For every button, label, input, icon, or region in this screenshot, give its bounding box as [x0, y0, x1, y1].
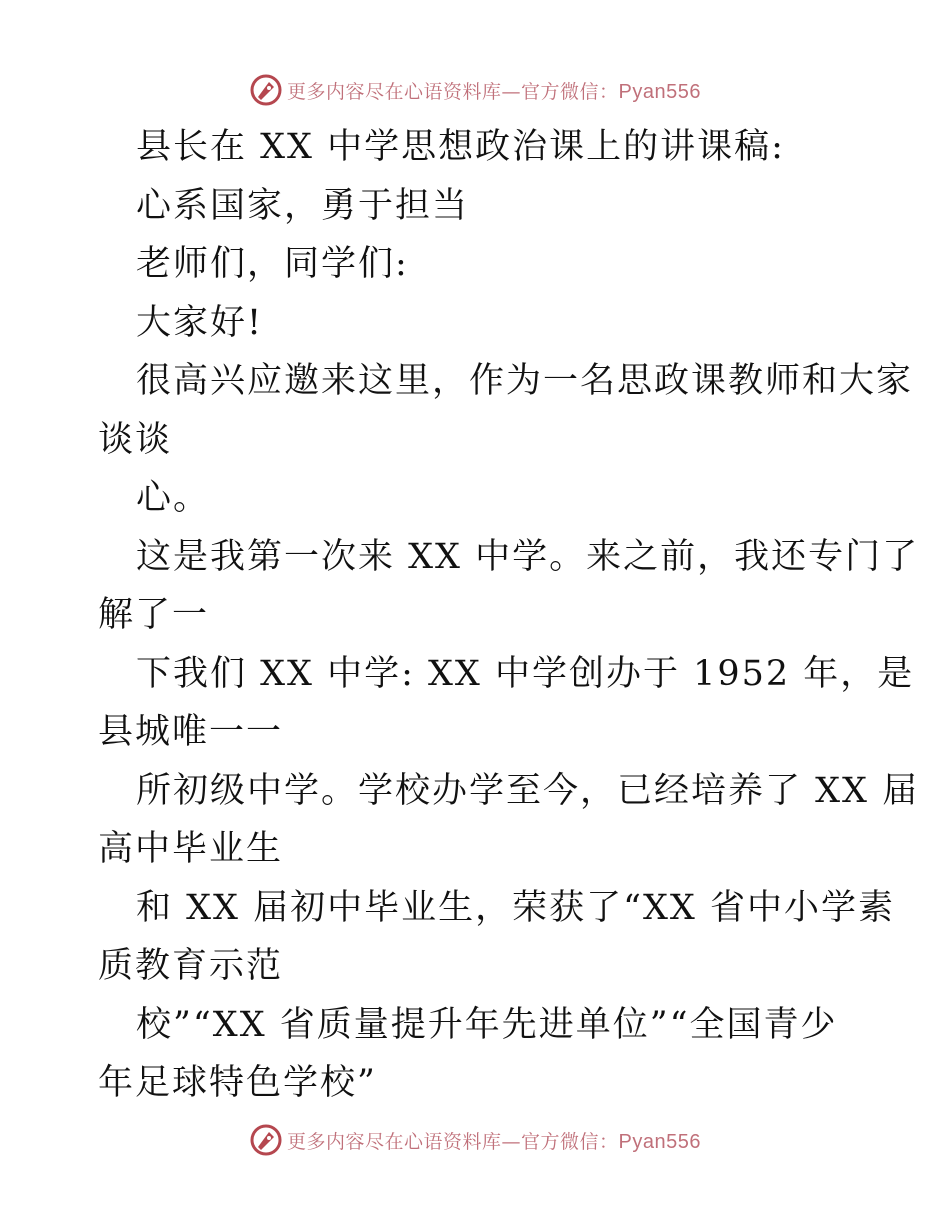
- footer-banner-text: [287, 1127, 701, 1154]
- header-wechat-handle: Pyan556: [618, 80, 701, 103]
- paragraph-line: 校”“XX 省质量提升年先进单位”“全国青少: [136, 1004, 838, 1045]
- pen-nib-logo-icon: [249, 73, 283, 107]
- paragraph-line: 下我们 XX 中学: XX 中学创办于 1952 年，是: [136, 653, 915, 694]
- header-banner: [0, 70, 950, 110]
- paragraph-line: 谈谈: [98, 419, 173, 460]
- paragraph-line: 质教育示范: [98, 946, 284, 986]
- footer-banner: [0, 1120, 950, 1160]
- document-title: 县长在 XX 中学思想政治课上的讲课稿:: [136, 127, 785, 167]
- document-body: [98, 118, 920, 1113]
- salutation-line: 老师们，同学们:: [136, 244, 409, 284]
- paragraph-line: 和 XX 届初中毕业生，荣获了“XX 省中小学素: [136, 887, 895, 928]
- paragraph-line: 年足球特色学校”: [98, 1063, 377, 1103]
- paragraph-line: 高中毕业生: [98, 829, 284, 869]
- greeting-line: 大家好!: [136, 302, 264, 343]
- pen-nib-logo-icon: [249, 1123, 283, 1157]
- footer-wechat-handle: Pyan556: [618, 1130, 701, 1153]
- paragraph-line: 解了一: [98, 595, 210, 635]
- paragraph-line: 县城唯一一: [98, 712, 284, 752]
- footer-banner-label: 更多内容尽在心语资料库—官方微信：: [287, 1130, 619, 1153]
- header-banner-label: 更多内容尽在心语资料库—官方微信：: [287, 80, 619, 103]
- paragraph-line: 这是我第一次来 XX 中学。来之前，我还专门了: [136, 536, 920, 577]
- paragraph-line: 很高兴应邀来这里，作为一名思政课教师和大家: [136, 361, 914, 401]
- paragraph-line: 所初级中学。学校办学至今，已经培养了 XX 届: [136, 770, 920, 811]
- paragraph-line: 心。: [136, 478, 211, 518]
- document-subtitle: 心系国家，勇于担当: [136, 185, 470, 226]
- header-banner-text: [287, 77, 701, 104]
